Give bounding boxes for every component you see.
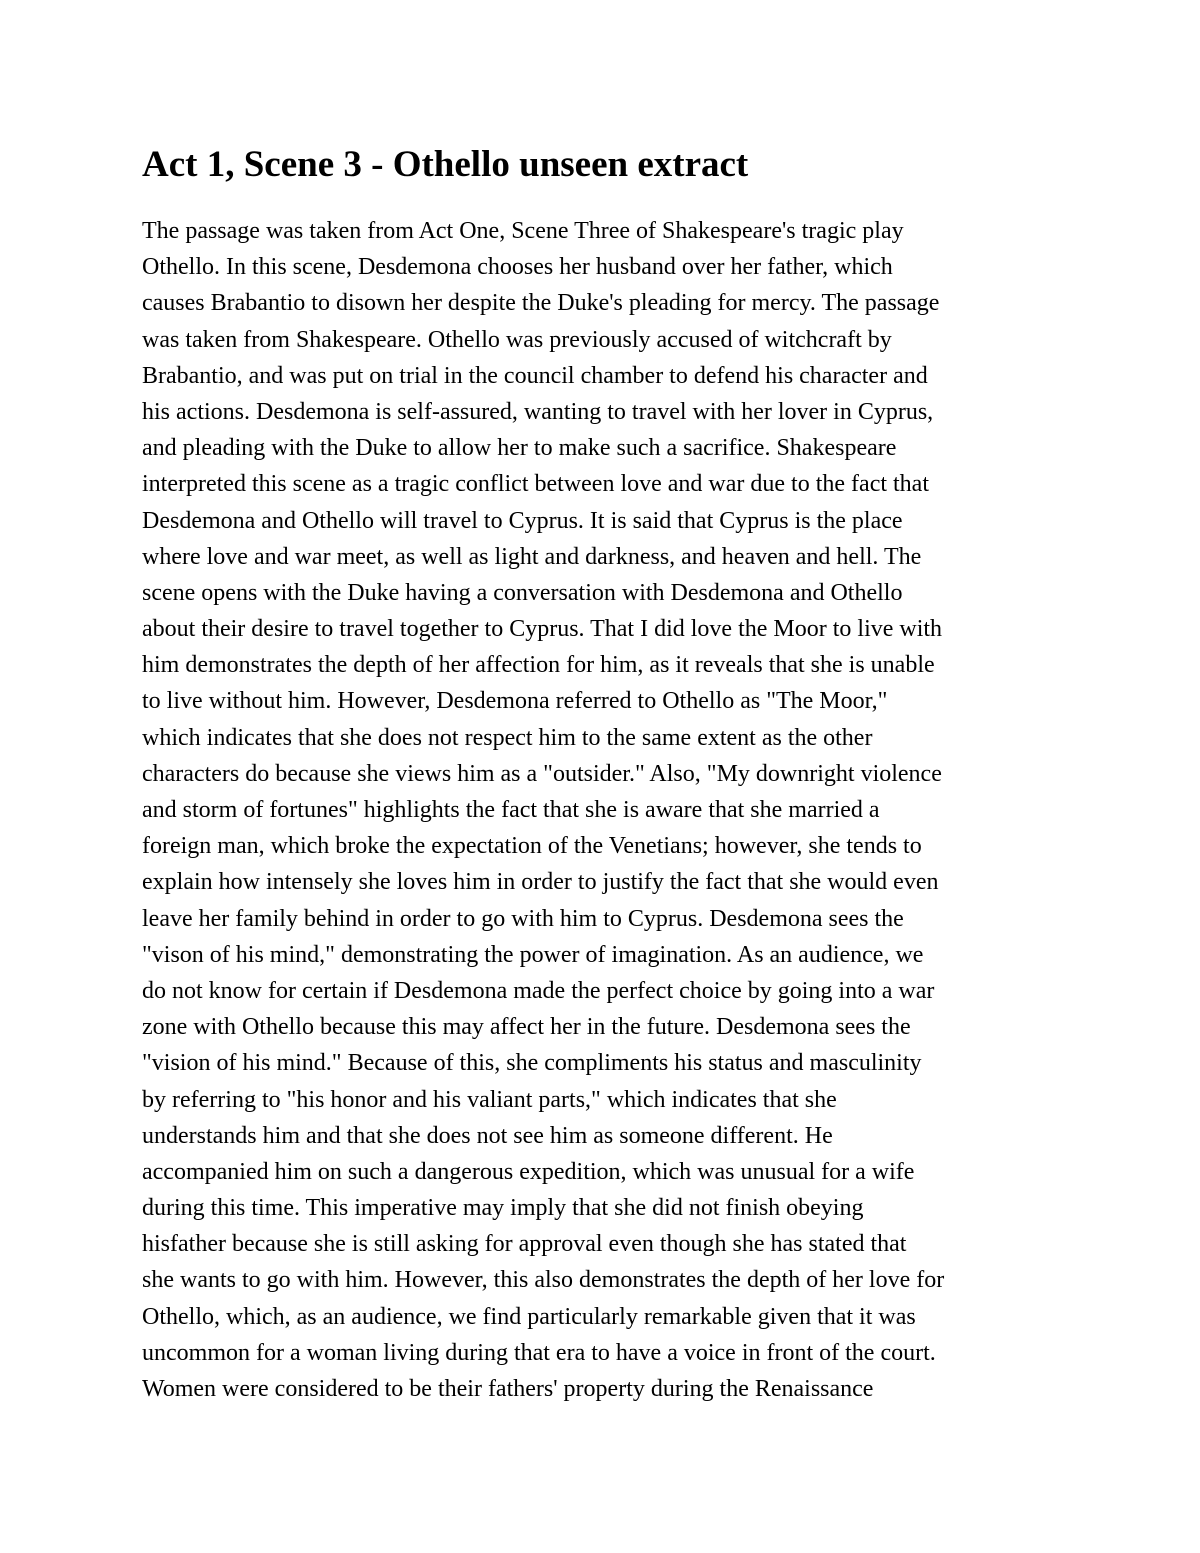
body-line: accompanied him on such a dangerous expedition, which was unusual for a wife [142,1158,915,1185]
body-line: was taken from Shakespeare. Othello was previously accused of witchcraft by [142,326,892,353]
body-line: interpreted this scene as a tragic conflict between love and war due to the fact that [142,471,929,498]
body-line: his actions. Desdemona is self-assured, wanting to travel with her lover in Cyprus, [142,398,934,425]
body-line: causes Brabantio to disown her despite the Duke's pleading for mercy. The passage [142,290,940,317]
body-line: by referring to "his honor and his valiant parts," which indicates that she [142,1086,837,1113]
body-line: hisfather because she is still asking for approval even though she has stated that [142,1231,907,1258]
body-line: "vision of his mind." Because of this, she compliments his status and masculinity [142,1050,922,1077]
body-line: understands him and that she does not see him as someone different. He [142,1122,833,1149]
body-line: him demonstrates the depth of her affection for him, as it reveals that she is unable [142,652,935,679]
body-line: she wants to go with him. However, this also demonstrates the depth of her love for [142,1267,945,1294]
body-line: Othello, which, as an audience, we find particularly remarkable given that it was [142,1303,916,1330]
body-line: where love and war meet, as well as light and darkness, and heaven and hell. The [142,543,922,570]
body-line: Women were considered to be their fathers' property during the Renaissance [142,1376,874,1402]
body-line: zone with Othello because this may affect her in the future. Desdemona sees the [142,1014,911,1041]
body-line: Brabantio, and was put on trial in the council chamber to defend his character and [142,362,928,389]
body-line: Othello. In this scene, Desdemona chooses her husband over her father, which [142,254,893,281]
body-line: characters do because she views him as a "outsider." Also, "My downright violence [142,760,942,787]
body-line: explain how intensely she loves him in order to justify the fact that she would even [142,869,939,896]
body-line: Desdemona and Othello will travel to Cyprus. It is said that Cyprus is the place [142,507,903,534]
body-line: leave her family behind in order to go with him to Cyprus. Desdemona sees the [142,905,904,932]
body-line: do not know for certain if Desdemona made the perfect choice by going into a war [142,977,935,1004]
body-line: about their desire to travel together to Cyprus. That I did love the Moor to live with [142,616,943,643]
body-line: and pleading with the Duke to allow her to make such a sacrifice. Shakespeare [142,435,897,462]
body-line: which indicates that she does not respect him to the same extent as the other [142,724,873,751]
document-body [142,213,944,1407]
body-line: to live without him. However, Desdemona referred to Othello as "The Moor," [142,688,888,715]
body-line: uncommon for a woman living during that era to have a voice in front of the court. [142,1339,936,1366]
document-title: Act 1, Scene 3 - Othello unseen extract [142,144,749,185]
body-line: scene opens with the Duke having a conversation with Desdemona and Othello [142,579,903,606]
body-line: during this time. This imperative may imply that she did not finish obeying [142,1195,864,1222]
body-line: and storm of fortunes" highlights the fact that she is aware that she married a [142,797,880,823]
body-line: foreign man, which broke the expectation of the Venetians; however, she tends to [142,833,922,860]
body-line: The passage was taken from Act One, Scene Three of Shakespeare's tragic play [142,218,904,244]
body-line: "vison of his mind," demonstrating the power of imagination. As an audience, we [142,941,924,968]
